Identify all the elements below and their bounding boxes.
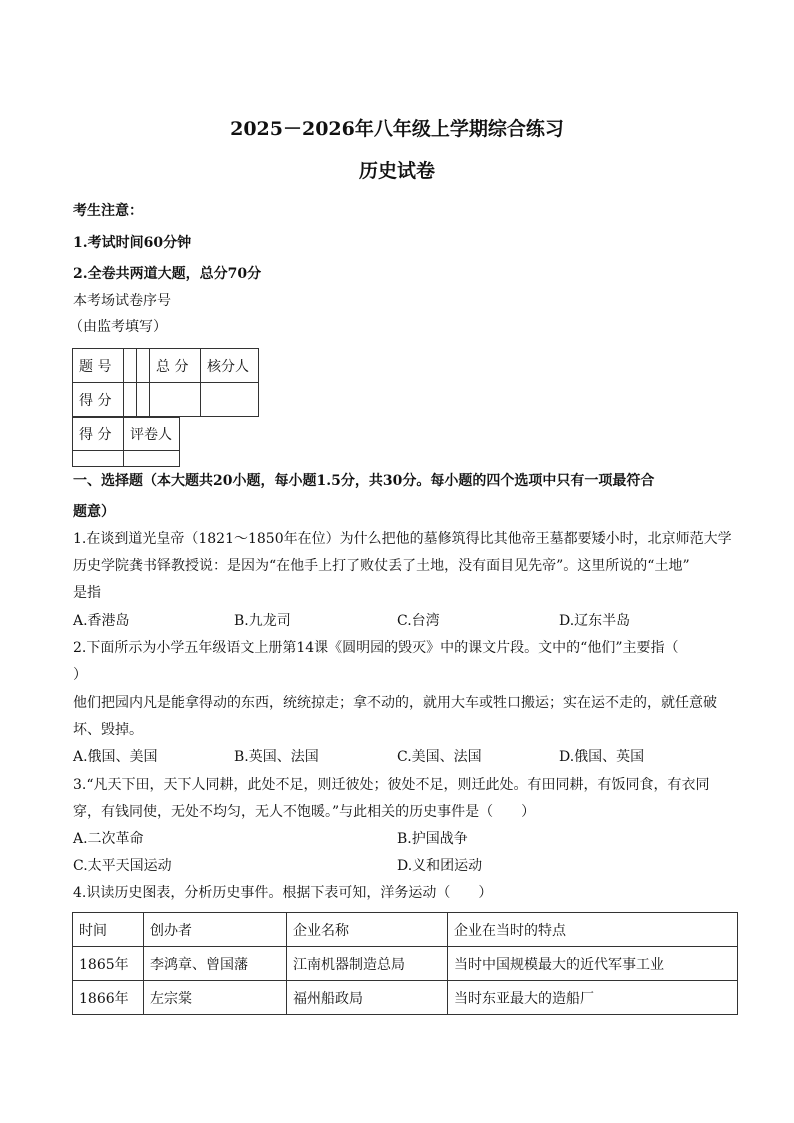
question-4-text: 4.识读历史图表，分析历史事件。根据下表可知，洋务运动（ ） — [73, 885, 493, 901]
notice-heading: 考生注意： — [73, 203, 143, 219]
table-cell: 江南机器制造总局 — [287, 947, 448, 981]
q3-option-c[interactable]: C.太平天国运动 — [73, 858, 172, 874]
table-row — [73, 981, 738, 1015]
score-table-cell — [124, 383, 137, 417]
question-3-text: 3.“凡天下田，天下人同耕，此处不足，则迁彼处；彼处不足，则迁此处。有田同耕，有饭同食，有衣同 — [73, 777, 710, 793]
score-table-cell — [201, 383, 259, 417]
exam-subtitle: 历史试卷 — [358, 160, 435, 182]
question-1-text: 历史学院龚书铎教授说：是因为“在他手上打了败仗丢了土地，没有面目见先帝”。这里所说的“土地” — [73, 558, 690, 574]
table-cell: 福州船政局 — [287, 981, 448, 1015]
notice-item-1: 1.考试时间60分钟 — [73, 235, 192, 251]
table-cell: 当时东亚最大的造船厂 — [448, 981, 738, 1015]
score-table-cell — [137, 349, 150, 383]
table-cell: 李鸿章、曾国藩 — [144, 947, 287, 981]
grader-table-cell — [73, 451, 124, 467]
notice-item-2: 2.全卷共两道大题，总分70分 — [73, 266, 262, 282]
q2-option-a[interactable]: A.俄国、美国 — [73, 749, 158, 765]
exam-title: 2025－2026年八年级上学期综合练习 — [230, 118, 564, 140]
q3-option-d[interactable]: D.义和团运动 — [397, 858, 483, 874]
table-header-cell: 时间 — [73, 913, 144, 947]
q2-option-c[interactable]: C.美国、法国 — [397, 749, 482, 765]
section-heading-cont: 题意） — [73, 504, 115, 520]
table-header-cell: 创办者 — [144, 913, 287, 947]
table-cell: 当时中国规模最大的近代军事工业 — [448, 947, 738, 981]
question-1-text: 是指 — [73, 585, 101, 601]
score-table — [72, 348, 259, 417]
table-header-cell: 企业名称 — [287, 913, 448, 947]
score-table-cell — [137, 383, 150, 417]
question-2-passage: 坏、毁掉。 — [73, 722, 143, 738]
seat-number-note: （由监考填写） — [69, 319, 167, 335]
grader-table-cell: 得 分 — [73, 418, 124, 451]
question-1-text: 1.在谈到道光皇帝（1821～1850年在位）为什么把他的墓修筑得比其他帝王墓都要矮小时，北京师范大学 — [73, 531, 732, 547]
score-table-cell: 题 号 — [73, 349, 124, 383]
table-cell: 1866年 — [73, 981, 144, 1015]
seat-number-label: 本考场试卷序号 — [73, 293, 171, 309]
question-3-text: 穿，有钱同使，无处不均匀，无人不饱暖。”与此相关的历史事件是（ ） — [73, 804, 536, 820]
score-table-cell — [124, 349, 137, 383]
question-2-text: 2.下面所示为小学五年级语文上册第14课《圆明园的毁灭》中的课文片段。文中的“他们”主要指（ — [73, 640, 679, 656]
score-table-cell: 核分人 — [201, 349, 259, 383]
q1-option-a[interactable]: A.香港岛 — [73, 613, 130, 629]
grader-table-cell — [124, 451, 180, 467]
q2-option-b[interactable]: B.英国、法国 — [234, 749, 319, 765]
table-row — [73, 947, 738, 981]
grader-table-cell: 评卷人 — [124, 418, 180, 451]
score-table-cell — [150, 383, 201, 417]
table-header-cell: 企业在当时的特点 — [448, 913, 738, 947]
table-cell: 1865年 — [73, 947, 144, 981]
q2-option-d[interactable]: D.俄国、英国 — [559, 749, 645, 765]
q4-data-table — [72, 912, 738, 1015]
score-table-cell: 总 分 — [150, 349, 201, 383]
question-2-text: ） — [73, 667, 87, 683]
q1-option-c[interactable]: C.台湾 — [397, 613, 440, 629]
table-cell: 左宗棠 — [144, 981, 287, 1015]
question-2-passage: 他们把园内凡是能拿得动的东西，统统掠走；拿不动的，就用大车或牲口搬运；实在运不走的，就任意破 — [73, 695, 717, 711]
grader-table — [72, 417, 180, 467]
table-header-row — [73, 913, 738, 947]
score-table-cell: 得 分 — [73, 383, 124, 417]
section-heading: 一、选择题（本大题共20小题，每小题1.5分，共30分。每小题的四个选项中只有一项最符合 — [73, 473, 655, 489]
q3-option-a[interactable]: A.二次革命 — [73, 831, 144, 847]
q3-option-b[interactable]: B.护国战争 — [397, 831, 468, 847]
q1-option-b[interactable]: B.九龙司 — [234, 613, 291, 629]
q1-option-d[interactable]: D.辽东半岛 — [559, 613, 631, 629]
